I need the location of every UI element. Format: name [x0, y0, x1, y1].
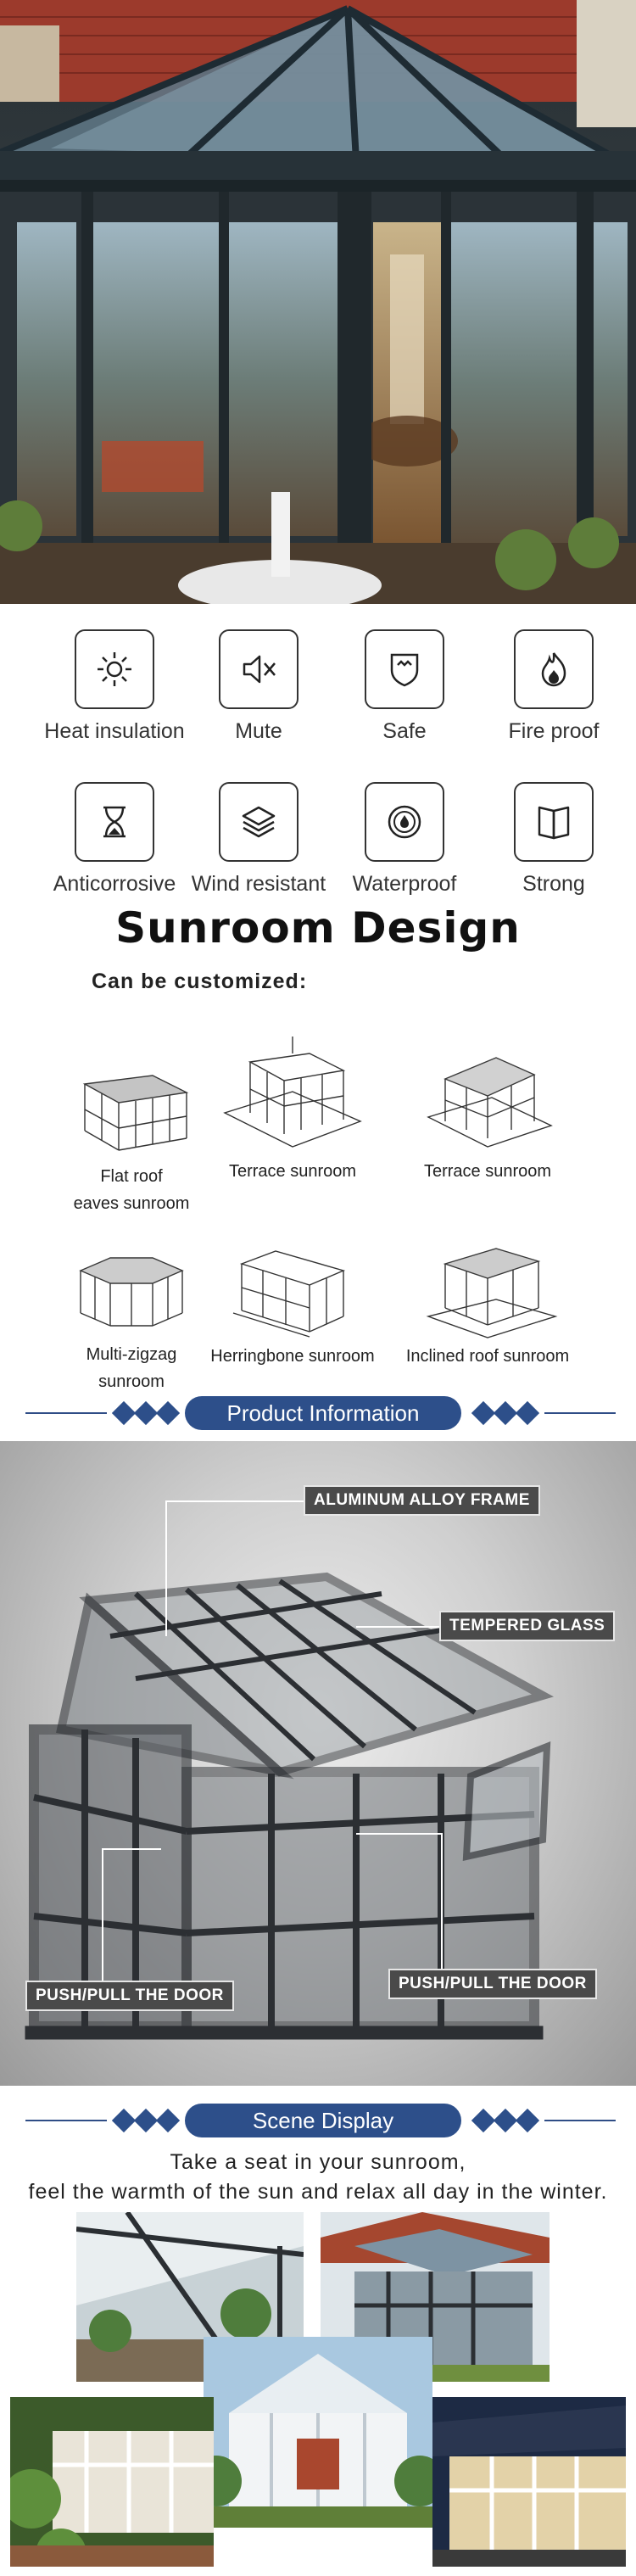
hero-sunroom-photo [0, 0, 636, 604]
design-type-label-1: Multi-zigzag [86, 1345, 177, 1364]
feature-heat-insulation [38, 629, 191, 744]
feature-label: Fire proof [508, 719, 600, 743]
feature-anticorrosive [38, 782, 191, 897]
diamond-icon [112, 2109, 136, 2132]
scene-caption-line-1: Take a seat in your sunroom, [170, 2150, 466, 2174]
feature-label: Safe [382, 719, 427, 743]
tag-door-right: PUSH/PULL THE DOOR [388, 1969, 597, 1999]
leader-line [102, 1848, 103, 1981]
scene-photo-garden [10, 2397, 214, 2567]
feature-grid [0, 629, 636, 918]
design-type-inclined-roof [386, 1240, 589, 1367]
design-type-label-1: Herringbone sunroom [210, 1347, 375, 1366]
diamond-icon [134, 2109, 158, 2132]
design-type-terrace-2 [386, 1037, 589, 1182]
multi-zigzag-sketch [59, 1245, 204, 1338]
feature-strong [477, 782, 630, 897]
divider-line [544, 2120, 616, 2121]
diamond-icon [156, 1401, 180, 1425]
feature-mute [182, 629, 335, 744]
divider-line [25, 2120, 107, 2121]
diamond-icon [471, 1401, 495, 1425]
shield-icon [365, 629, 444, 709]
diamond-icon [494, 2109, 517, 2132]
flame-icon [514, 629, 594, 709]
divider-line [25, 1412, 107, 1414]
flat-roof-sketch [59, 1050, 204, 1160]
design-type-label-2: eaves sunroom [73, 1194, 190, 1213]
diamond-icon [112, 1401, 136, 1425]
product-render [0, 1441, 636, 2086]
diamond-icon [156, 2109, 180, 2132]
feature-wind-resistant [182, 782, 335, 897]
gauge-icon [365, 782, 444, 862]
tag-tempered-glass: TEMPERED GLASS [439, 1611, 615, 1641]
terrace-sketch-2 [411, 1037, 564, 1155]
feature-label: Anticorrosive [53, 872, 176, 896]
terrace-sketch-1 [216, 1028, 369, 1155]
section-title-design: Sunroom Design [115, 903, 521, 953]
design-type-terrace-1 [191, 1028, 394, 1182]
scene-photo-night [432, 2397, 626, 2567]
leader-line [165, 1500, 304, 1502]
design-type-label-2: sunroom [98, 1372, 165, 1391]
feature-fire-proof [477, 629, 630, 744]
design-type-label-1: Flat roof [100, 1167, 163, 1186]
design-type-herringbone [191, 1247, 394, 1367]
diamond-icon [471, 2109, 495, 2132]
herringbone-sketch [216, 1247, 369, 1340]
feature-waterproof [328, 782, 481, 897]
design-type-label-1: Inclined roof sunroom [405, 1347, 570, 1366]
layers-icon [219, 782, 298, 862]
diamond-icon [516, 1401, 539, 1425]
tag-aluminum-frame: ALUMINUM ALLOY FRAME [304, 1485, 540, 1516]
divider-line [544, 1412, 616, 1414]
feature-label: Wind resistant [191, 872, 326, 896]
design-type-label-1: Terrace sunroom [423, 1162, 552, 1181]
design-type-label-1: Terrace sunroom [228, 1162, 357, 1181]
feature-label: Mute [235, 719, 282, 743]
leader-line [441, 1833, 443, 1969]
scene-photo-white-gable [204, 2337, 432, 2528]
banner-title: Product Information [185, 1396, 461, 1430]
leader-line [356, 1833, 441, 1835]
inclined-roof-sketch [411, 1240, 564, 1340]
feature-label: Strong [522, 872, 585, 896]
product-info-banner [0, 1396, 636, 1430]
feature-safe [328, 629, 481, 744]
scene-display-banner [0, 2104, 636, 2137]
mute-speaker-icon [219, 629, 298, 709]
diamond-icon [494, 1401, 517, 1425]
sun-icon [75, 629, 154, 709]
diamond-icon [134, 1401, 158, 1425]
book-icon [514, 782, 594, 862]
scene-caption-line-2: feel the warmth of the sun and relax all day in the winter. [28, 2180, 608, 2204]
leader-line [356, 1626, 439, 1628]
leader-line [165, 1500, 167, 1636]
section-subtitle: Can be customized: [92, 969, 308, 993]
leader-line [102, 1848, 161, 1850]
tag-door-left: PUSH/PULL THE DOOR [25, 1981, 234, 2011]
feature-label: Heat insulation [44, 719, 185, 743]
diamond-icon [516, 2109, 539, 2132]
hourglass-icon [75, 782, 154, 862]
feature-label: Waterproof [352, 872, 457, 896]
banner-title: Scene Display [185, 2104, 461, 2137]
